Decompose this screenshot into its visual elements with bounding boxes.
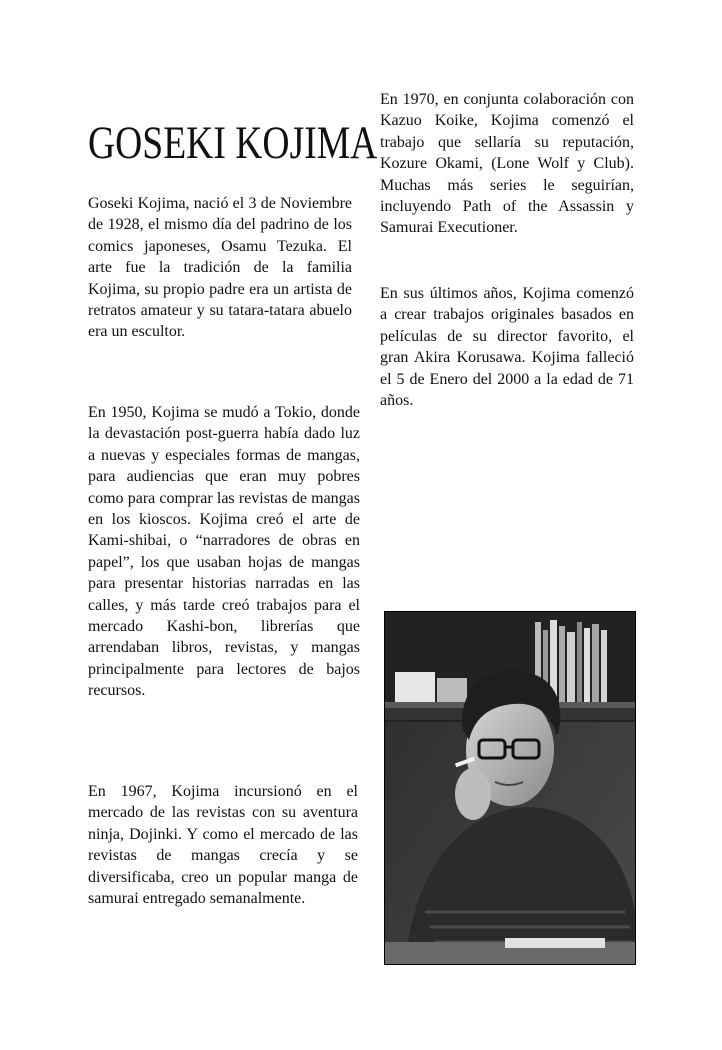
bio-paragraph-dojinki: En 1967, Kojima incursionó en el mercado de las revistas con su aventura ninja, Dojinki. Y como el mercado de las revistas de mangas crecía y se diversificaba, creo un popular manga de samurai entregado semanalmente. bbox=[88, 783, 358, 908]
bio-paragraph-lone-wolf: En 1970, en conjunta colaboración con Kazuo Koike, Kojima comenzó el trabajo que sellaría su reputación, Kozure Okami, (Lone Wolf y Club). Muchas más series le seguirían, incluyendo Path of the Assassin y Samurai Executioner. bbox=[380, 91, 634, 237]
portrait-photo bbox=[384, 611, 636, 965]
bio-paragraph-birth: Goseki Kojima, nació el 3 de Noviembre de 1928, el mismo día del padrino de los comics japoneses, Osamu Tezuka. El arte fue la tradición de la familia Kojima, su propio padre era un artista de retratos amateur y su tatara-tatara abuelo era un escultor. bbox=[88, 195, 352, 341]
bio-paragraph-tokyo: En 1950, Kojima se mudó a Tokio, donde la devastación post-guerra había dado luz a nuevas y especiales formas de mangas, para audiencias que eran muy pobres como para comprar las revistas de mangas en los kioscos. Kojima creó el arte de Kami-shibai, o “narradores de obras en papel”, los que usaban hojas de mangas para presentar historias narradas en las calles, y más tarde creó trabajos para el mercado Kashi-bon, librerías que arrendaban libros, revistas, y mangas principalmente para lectores de bajos recursos. bbox=[88, 404, 360, 700]
portrait-illustration bbox=[385, 612, 635, 964]
bio-paragraph-later-years: En sus últimos años, Kojima comenzó a crear trabajos originales basados en películas de su director favorito, el gran Akira Korusawa. Kojima falleció el 5 de Enero del 2000 a la edad de 71 años. bbox=[380, 285, 634, 410]
page-title: GOSEKI KOJIMA bbox=[88, 117, 378, 170]
